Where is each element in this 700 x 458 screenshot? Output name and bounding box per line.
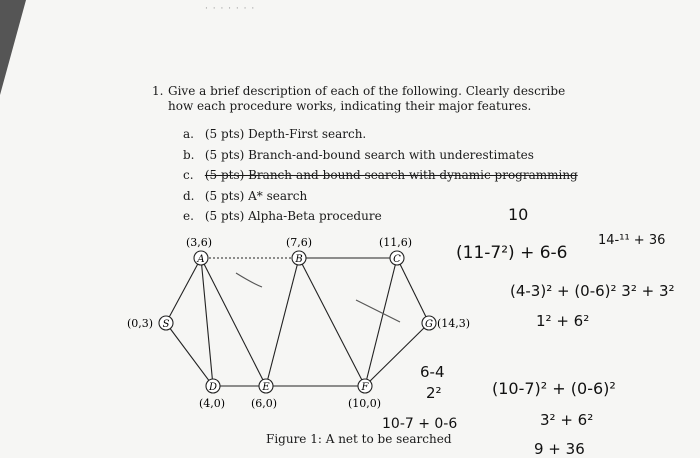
edge-C-F [365,258,397,386]
node-F [348,379,381,410]
handwriting-6-4: 6-4 [420,363,445,381]
node-E [251,379,277,410]
node-coord: (14,3) [437,317,471,330]
node-S [127,316,173,330]
item-text: (5 pts) Depth-First search. [204,127,367,141]
handwriting-line-4: (10-7)² + (0-6)² [492,379,616,398]
handwriting-line-5: 3² + 6² [540,411,594,429]
node-label: G [425,319,433,330]
edge-B-E [266,258,299,386]
item-text: (5 pts) Alpha-Beta procedure [204,209,382,223]
edge-S-A [166,258,201,323]
scan-artifact: · · · · · · · [205,4,256,14]
handwriting-line-1: (11-7²) + 6-6 [456,243,568,263]
handwriting-line-3: 1² + 6² [536,312,590,330]
pencil-mark [356,300,400,322]
item-label: d. [183,188,195,203]
handwriting-line-7: 9 + 36 [534,440,585,458]
node-G [422,316,470,330]
item-label: c. [183,168,194,182]
node-coord: (3,6) [186,236,213,249]
item-label: b. [183,147,195,162]
handwriting-10: 10 [508,205,529,224]
handwriting-line-6: 10-7 + 0-6 [382,416,458,432]
node-coord: (4,0) [199,397,226,410]
edge-C-G [397,258,429,323]
handwriting-2sq: 2² [426,384,442,402]
node-A [186,236,212,265]
page-corner-shadow [0,0,26,95]
node-label: B [295,254,303,265]
item-text: (5 pts) Branch-and-bound search with underestimates [204,147,534,162]
handwritten-notes [382,205,675,458]
node-B [286,236,312,265]
handwriting-line-2: (4-3)² + (0-6)² 3² + 3² [510,282,675,300]
node-label: S [162,319,170,330]
figure-caption: Figure 1: A net to be searched [266,432,452,446]
node-C [379,236,412,265]
graph-edges [166,258,429,386]
node-label: E [262,382,270,393]
pencil-mark [236,273,262,287]
node-coord: (10,0) [348,397,382,410]
edge-B-F [299,258,365,386]
node-label: C [393,254,401,265]
node-D [199,379,225,410]
node-label: A [197,254,205,265]
node-coord: (7,6) [286,236,313,249]
item-text: (5 pts) A* search [204,188,308,203]
question-number: 1. [152,84,164,98]
node-label: F [361,382,369,393]
handwriting-line-1b: 14-¹¹ + 36 [598,233,666,248]
node-coord: (0,3) [127,317,154,330]
edge-S-D [166,323,213,386]
question-text: Give a brief description of each of the following. Clearly describe how each procedure works, indicating their major features. [168,84,566,113]
node-coord: (11,6) [379,236,413,249]
node-label: D [208,382,218,393]
item-label: a. [183,127,194,141]
item-label: e. [183,209,194,223]
node-coord: (6,0) [251,397,278,410]
item-text: (5 pts) Branch-and-bound search with dynamic programming [204,168,578,182]
